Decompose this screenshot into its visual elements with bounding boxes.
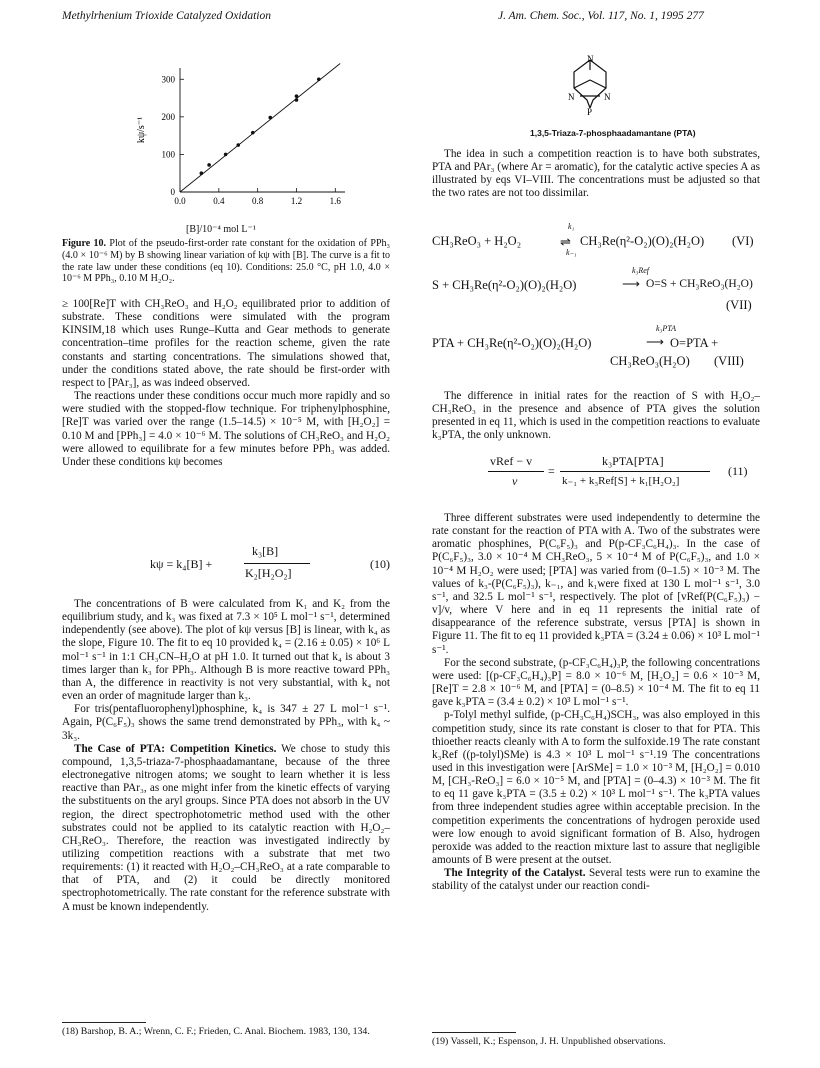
eqVII-rhs: O=S + CH₃ReO₃(H₂O) <box>646 278 753 290</box>
figure-10-caption-text: Plot of the pseudo-first-order rate constant for the oxidation of PPh₃ (4.0 × 10⁻⁶ M) by B showing linear variation of kψ with [B]. The curve is a fit to the rate law under these conditions (eq 10). Conditions: 25.0 °C, pH 1.0, 4.0 × 10⁻⁶ M PPh₃, 0.10 M H₂O₂. <box>62 238 390 285</box>
eqVII-lhs: S + CH₃Re(η²-O₂)(O)₂(H₂O) <box>432 278 577 292</box>
eqVIII-rhs-line2: CH₃ReO₃(H₂O) <box>610 354 690 368</box>
footnote-19: (19) Vassell, K.; Espenson, J. H. Unpublished observations. <box>432 1036 666 1047</box>
figure-10-caption <box>62 238 390 285</box>
eq10-denominator: K₂[H₂O₂] <box>245 566 292 580</box>
eqVI-equilibrium-arrow: ⇌ <box>560 234 571 249</box>
section-heading-pta: The Case of PTA: Competition Kinetics. <box>74 742 277 755</box>
fit-line <box>180 63 340 192</box>
pta-structure-image <box>560 52 620 120</box>
eqVII-k: k₃Ref <box>632 266 649 275</box>
x-tick-label: 0.8 <box>252 196 264 206</box>
footnote-18: (18) Barshop, B. A.; Wrenn, C. F.; Frieden, C. Anal. Biochem. 1983, 130, 134. <box>62 1026 370 1037</box>
x-tick-label: 1.6 <box>329 196 341 206</box>
eq10-bar <box>244 563 310 564</box>
right-paragraph-3: Three different substrates were used independently to determine the rate constant for the reaction of PTA with A. Two of the substrates were aromatic phosphines, P(C₆F₅)₃ and P(p-CF₃C₆H₄)₃. In the case of P(C₆F₅)₃, 3.0 × 10⁻⁴ M CH₃ReO₃, 5 × 10⁻⁴ M of P(C₆F₅)₃, and 1.0 × 10⁻⁴ M H₂O₂ were used; [PTA] was varied from (0–1.5) × 10⁻³ M. The values of k₃-(P(C₆F₅)₃), k₋₁, and k₁were fixed at 130 L mol⁻¹ s⁻¹, 3.0 s⁻¹, and 32.5 L mol⁻¹ s⁻¹, respectively. The plot of [vRef(P(C₆F₅)₃) − v]/v, where V here and in eq 11 represents the initial rate of disappearance of the reference substrate, versus [PTA] is shown in Figure 11. The fit to eq 11 provided k₃PTA = (3.24 ± 0.06) × 10³ L mol⁻¹ s⁻¹. <box>432 512 760 656</box>
left-paragraph-4: For tris(pentafluorophenyl)phosphine, k₄ is 347 ± 27 L mol⁻¹ s⁻¹. Again, P(C₆F₅)₃ shows the same trend demonstrated by PPh₃, with k₄ ~ 3k₃. <box>62 703 390 742</box>
svg-text:P: P <box>587 107 593 117</box>
right-paragraph-6-text: Several tests were run to examine the stability of the catalyst under our reaction condi- <box>432 867 760 893</box>
y-tick-label: 200 <box>161 111 175 122</box>
eqVIII-number: (VIII) <box>714 354 744 368</box>
eqVII-arrow: ⟶ <box>622 277 640 291</box>
eq10-lhs: kψ = k₄[B] + <box>150 557 213 571</box>
left-paragraph-5-text: We chose to study this compound, 1,3,5-triaza-7-phosphaadamantane, because of the three electronegative nitrogen atoms; we sought to learn whether it is less reactive than PAr₃, as one might infer from the kinetic effects of varying the substituents on the aryl groups. Since PTA does not absorb in the UV region, the direct spectrophotometric method used with the other substrates could not be applied to its catalytic reaction with H₂O₂–CH₃ReO₃. Therefore, the reaction was investigated indirectly by utilizing competition reactions with a substrate that met two requirements: (1) it reacted with H₂O₂–CH₃ReO₃ at a rate comparable to that of PTA, and (2) it could be directly monitored spectrophotometrically. The rate constant for the reference substrate with A must be known independently. <box>62 742 390 913</box>
eqVIII-rhs: O=PTA + <box>670 336 719 350</box>
eqVI-k-forward: k₁ <box>568 222 575 231</box>
eq11-right-numerator: k₃PTA[PTA] <box>602 454 664 468</box>
data-point <box>268 116 272 120</box>
left-column-upper <box>62 298 390 469</box>
data-point <box>295 98 299 102</box>
eq11-left-bar <box>488 471 544 472</box>
equation-11 <box>432 452 762 498</box>
equation-10 <box>150 544 390 584</box>
svg-text:N: N <box>568 92 575 102</box>
section-heading-catalyst: The Integrity of the Catalyst. <box>444 867 586 880</box>
equation-VII <box>432 268 762 312</box>
data-point <box>224 153 228 157</box>
left-column-lower <box>62 598 390 914</box>
svg-text:N: N <box>604 92 611 102</box>
equation-VIII <box>432 326 762 374</box>
eq11-left-numerator: vRef − v <box>490 454 533 468</box>
right-paragraph-5: p-Tolyl methyl sulfide, (p-CH₃C₆H₄)SCH₃, was also employed in this competition study, since its rate constant is closer to that for PTA. This thioether reacts cleanly with A to form the sulfoxide.19 The rate constant k₃Ref ((p-tolyl)SMe) is 4.3 × 10³ L mol⁻¹ s⁻¹.19 The concentrations used in this investigation were [ArSMe] = 1.0 × 10⁻³ M, [H₂O₂] = 0.010 M, [CH₃-ReO₃] = 6.0 × 10⁻⁵ M, and [PTA] = (0–4.3) × 10⁻³ M. The fit to eq 11 gave k₃PTA = (3.5 ± 0.2) × 10³ L mol⁻¹ s⁻¹. The k₃PTA values from three independent studies agree within acceptable precision. In the competition experiments the concentrations of hydrogen peroxide used were low enough to avoid significant formation of B. Also, hydrogen peroxide was added to the reaction mixture last to assure that negligible amounts of B were present at the outset. <box>432 709 760 867</box>
left-paragraph-5 <box>62 743 390 914</box>
figure-10-caption-lead: Figure 10. <box>62 238 107 249</box>
right-column-intro <box>432 148 760 201</box>
figure-10-xlabel: [B]/10⁻⁴ mol L⁻¹ <box>186 224 256 235</box>
eq10-number: (10) <box>370 557 390 571</box>
running-header-title: Methylrhenium Trioxide Catalyzed Oxidation <box>62 10 271 22</box>
x-tick-label: 0.0 <box>174 196 186 206</box>
eqVI-rhs: CH₃Re(η²-O₂)(O)₂(H₂O) <box>580 234 705 248</box>
data-point <box>251 131 255 135</box>
data-point <box>200 171 204 175</box>
eq11-right-bar <box>560 471 710 472</box>
right-column-eq11-intro <box>432 390 760 443</box>
eq11-right-denominator: k₋₁ + k₃Ref[S] + k₁[H₂O₂] <box>562 475 680 487</box>
x-tick-label: 1.2 <box>290 196 303 206</box>
right-paragraph-2: The difference in initial rates for the reaction of S with H₂O₂–CH₃ReO₃ in the presence and absence of PTA gives the solution presented in eq 11, which is used in the competition reactions to evaluate k₃PTA, the only unknown. <box>432 390 760 442</box>
y-tick-label: 300 <box>161 74 175 85</box>
eq10-numerator: k₃[B] <box>252 544 279 558</box>
x-tick-label: 0.4 <box>213 196 225 206</box>
right-paragraph-6 <box>432 867 760 893</box>
eq11-equals: = <box>548 464 555 478</box>
right-column-body <box>432 512 760 894</box>
right-paragraph-4: For the second substrate, (p-CF₃C₆H₄)₃P, the following concentrations were used: [(p-CF₃C₆H₄)₃P] = 8.0 × 10⁻⁶ M, [H₂O₂] = 0.6 × 10⁻³ M, [Re]T = 2.8 × 10⁻⁶ M, and [PTA] = (0–8.5) × 10⁻⁴ M. The fit to eq 11 gave k₃PTA = (3.4 ± 0.2) × 10³ L mol⁻¹ s⁻¹. <box>432 656 760 709</box>
left-paragraph-2: The reactions under these conditions occur much more rapidly and so were studied with the stopped-flow technique. For triphenylphosphine, [Re]T was varied over the range (1.5–14.5) × 10⁻⁵ M, with [H₂O₂] = 0.10 M and [PPh₃] = 4.0 × 10⁻⁶ M. The solutions of CH₃ReO₃ and H₂O₂ were allowed to equilibrate for a few minutes before PPh₃ was added. Under these conditions kψ becomes <box>62 390 390 468</box>
y-axis-label: kψ/s⁻¹ <box>136 116 147 144</box>
footnote-rule-left <box>62 1022 146 1023</box>
svg-text:N: N <box>587 54 594 64</box>
eqVI-k-reverse: k₋₁ <box>566 248 577 257</box>
running-header-journal: J. Am. Chem. Soc., Vol. 117, No. 1, 1995 277 <box>498 10 704 22</box>
eq11-number: (11) <box>728 464 748 478</box>
data-point <box>207 163 211 167</box>
left-paragraph-1: ≥ 100[Re]T with CH₃ReO₃ and H₂O₂ equilibrated prior to addition of substrate. These conditions were simulated with the program KINSIM,18 which uses Runge–Kutta and Gear methods to generate concentration–time profiles for the reaction scheme, given the rate constants and starting concentrations. The simulations showed that, under the conditions stated above, the rate should be first-order with respect to [PAr₃], as was indeed observed. <box>62 298 390 389</box>
pta-structure-label: 1,3,5-Triaza-7-phosphaadamantane (PTA) <box>530 128 696 138</box>
eqVI-number: (VI) <box>732 234 754 248</box>
y-tick-label: 0 <box>170 187 175 197</box>
y-tick-label: 100 <box>161 149 175 160</box>
eqVIII-arrow: ⟶ <box>646 335 664 349</box>
left-paragraph-3: The concentrations of B were calculated from K₁ and K₂ from the equilibrium study, and k₃ was fixed at 7.3 × 10⁵ L mol⁻¹ s⁻¹, determined independently (see above). The plot of kψ versus [B] is linear, with k₄ as the slope, Figure 10. The fit to eq 10 provided k₄ = (2.16 ± 0.05) × 10⁶ L mol⁻¹ s⁻¹ in 1:1 CH₃CN–H₂O at pH 1.0. It turned out that k₄ is about 3 times larger than k₃ for PPh₃. Although B is more reactive toward PPh₃ than A, the difference in reactivity is not very substantial, with k₄ not even an order of magnitude larger than k₃. <box>62 598 390 703</box>
eqVIII-lhs: PTA + CH₃Re(η²-O₂)(O)₂(H₂O) <box>432 336 592 350</box>
figure-10-chart <box>120 62 360 224</box>
eqVIII-k: k₃PTA <box>656 324 676 333</box>
equation-VI <box>432 222 762 257</box>
data-point <box>295 94 299 98</box>
data-point <box>236 143 240 147</box>
eqVII-number: (VII) <box>726 298 752 312</box>
eq11-left-denominator: v <box>512 474 518 488</box>
right-paragraph-1: The idea in such a competition reaction is to have both substrates, PTA and PAr₃ (where Ar = aromatic), for the catalytic active species A as illustrated by eqs VI–VIII. The concentrations must be adjusted so that the two rates are not too dissimilar. <box>432 148 760 200</box>
eqVI-lhs: CH₃ReO₃ + H₂O₂ <box>432 234 522 248</box>
footnote-rule-right <box>432 1032 516 1033</box>
data-point <box>317 77 321 81</box>
